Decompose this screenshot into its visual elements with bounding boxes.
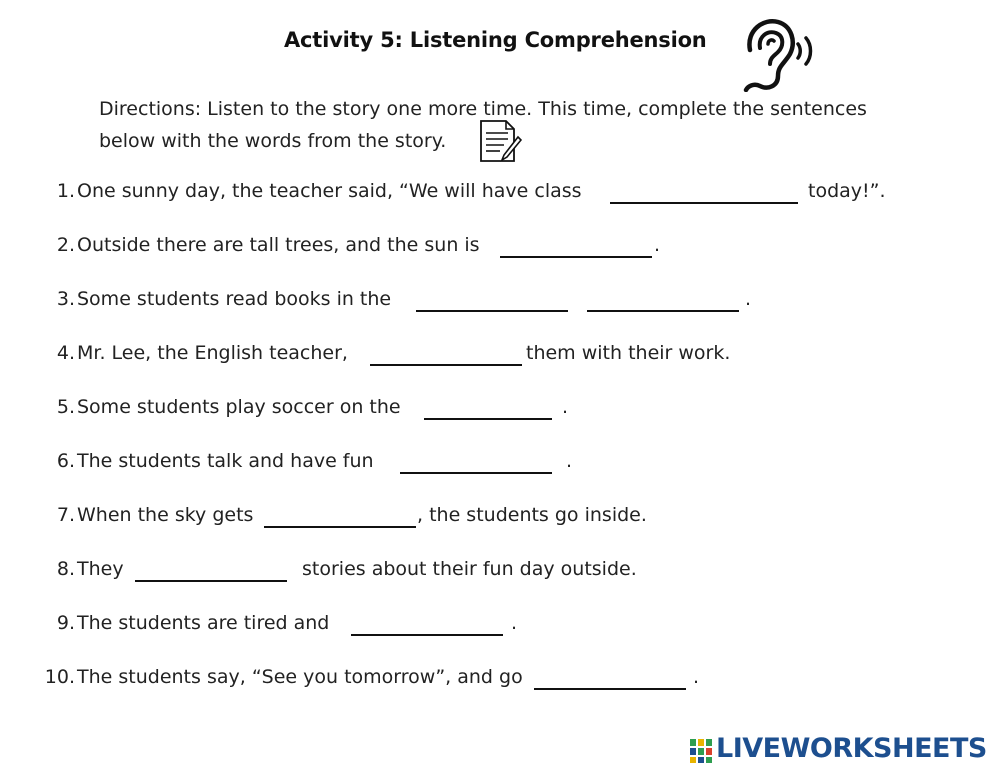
answer-blank[interactable] — [587, 310, 739, 312]
list-item — [40, 504, 970, 534]
item-text: . — [562, 396, 569, 418]
liveworksheets-logo[interactable] — [690, 733, 990, 767]
list-item — [40, 396, 970, 426]
answer-blank[interactable] — [351, 634, 503, 636]
list-item — [40, 234, 970, 264]
item-number: 10. — [44, 666, 75, 688]
list-item — [40, 558, 970, 588]
answer-blank[interactable] — [416, 310, 568, 312]
item-number: 9. — [56, 612, 75, 634]
item-text: Mr. Lee, the English teacher, — [77, 342, 348, 364]
directions-text: Directions: Listen to the story one more time. This time, complete the sentences below with the words from the story. — [99, 98, 867, 152]
item-text: The students say, “See you tomorrow”, and go — [77, 666, 523, 688]
item-text: When the sky gets — [77, 504, 254, 526]
item-text: Outside there are tall trees, and the sun is — [77, 234, 480, 256]
list-item — [40, 180, 970, 210]
answer-blank[interactable] — [264, 526, 416, 528]
item-text: The students talk and have fun — [77, 450, 374, 472]
answer-blank[interactable] — [424, 418, 552, 420]
item-number: 4. — [56, 342, 75, 364]
item-text: . — [511, 612, 518, 634]
item-text: The students are tired and — [77, 612, 330, 634]
item-text: . — [693, 666, 700, 688]
list-item — [40, 666, 970, 696]
answer-blank[interactable] — [610, 202, 798, 204]
item-number: 7. — [56, 504, 75, 526]
liveworksheets-logo-icon — [690, 739, 712, 763]
notes-pencil-icon — [478, 119, 522, 163]
logo-text: LIVEWORKSHEETS — [716, 733, 987, 764]
item-number: 6. — [56, 450, 75, 472]
item-number: 5. — [56, 396, 75, 418]
ear-listening-icon — [738, 14, 820, 92]
list-item — [40, 450, 970, 480]
item-text: them with their work. — [526, 342, 731, 364]
answer-blank[interactable] — [135, 580, 287, 582]
item-text: stories about their fun day outside. — [302, 558, 637, 580]
item-number: 3. — [56, 288, 75, 310]
page-title: Activity 5: Listening Comprehension — [284, 28, 707, 52]
list-item — [40, 342, 970, 372]
answer-blank[interactable] — [534, 688, 686, 690]
item-text: . — [566, 450, 573, 472]
item-text: One sunny day, the teacher said, “We will have class — [77, 180, 582, 202]
item-text: . — [745, 288, 752, 310]
item-number: 2. — [56, 234, 75, 256]
item-text: , the students go inside. — [417, 504, 647, 526]
answer-blank[interactable] — [400, 472, 552, 474]
list-item — [40, 612, 970, 642]
answer-blank[interactable] — [500, 256, 652, 258]
item-text: They — [77, 558, 124, 580]
item-text: Some students play soccer on the — [77, 396, 401, 418]
item-text: . — [654, 234, 661, 256]
item-number: 8. — [56, 558, 75, 580]
item-number: 1. — [56, 180, 75, 202]
item-text: Some students read books in the — [77, 288, 392, 310]
list-item — [40, 288, 970, 318]
answer-blank[interactable] — [370, 364, 522, 366]
item-text: today!”. — [808, 180, 886, 202]
